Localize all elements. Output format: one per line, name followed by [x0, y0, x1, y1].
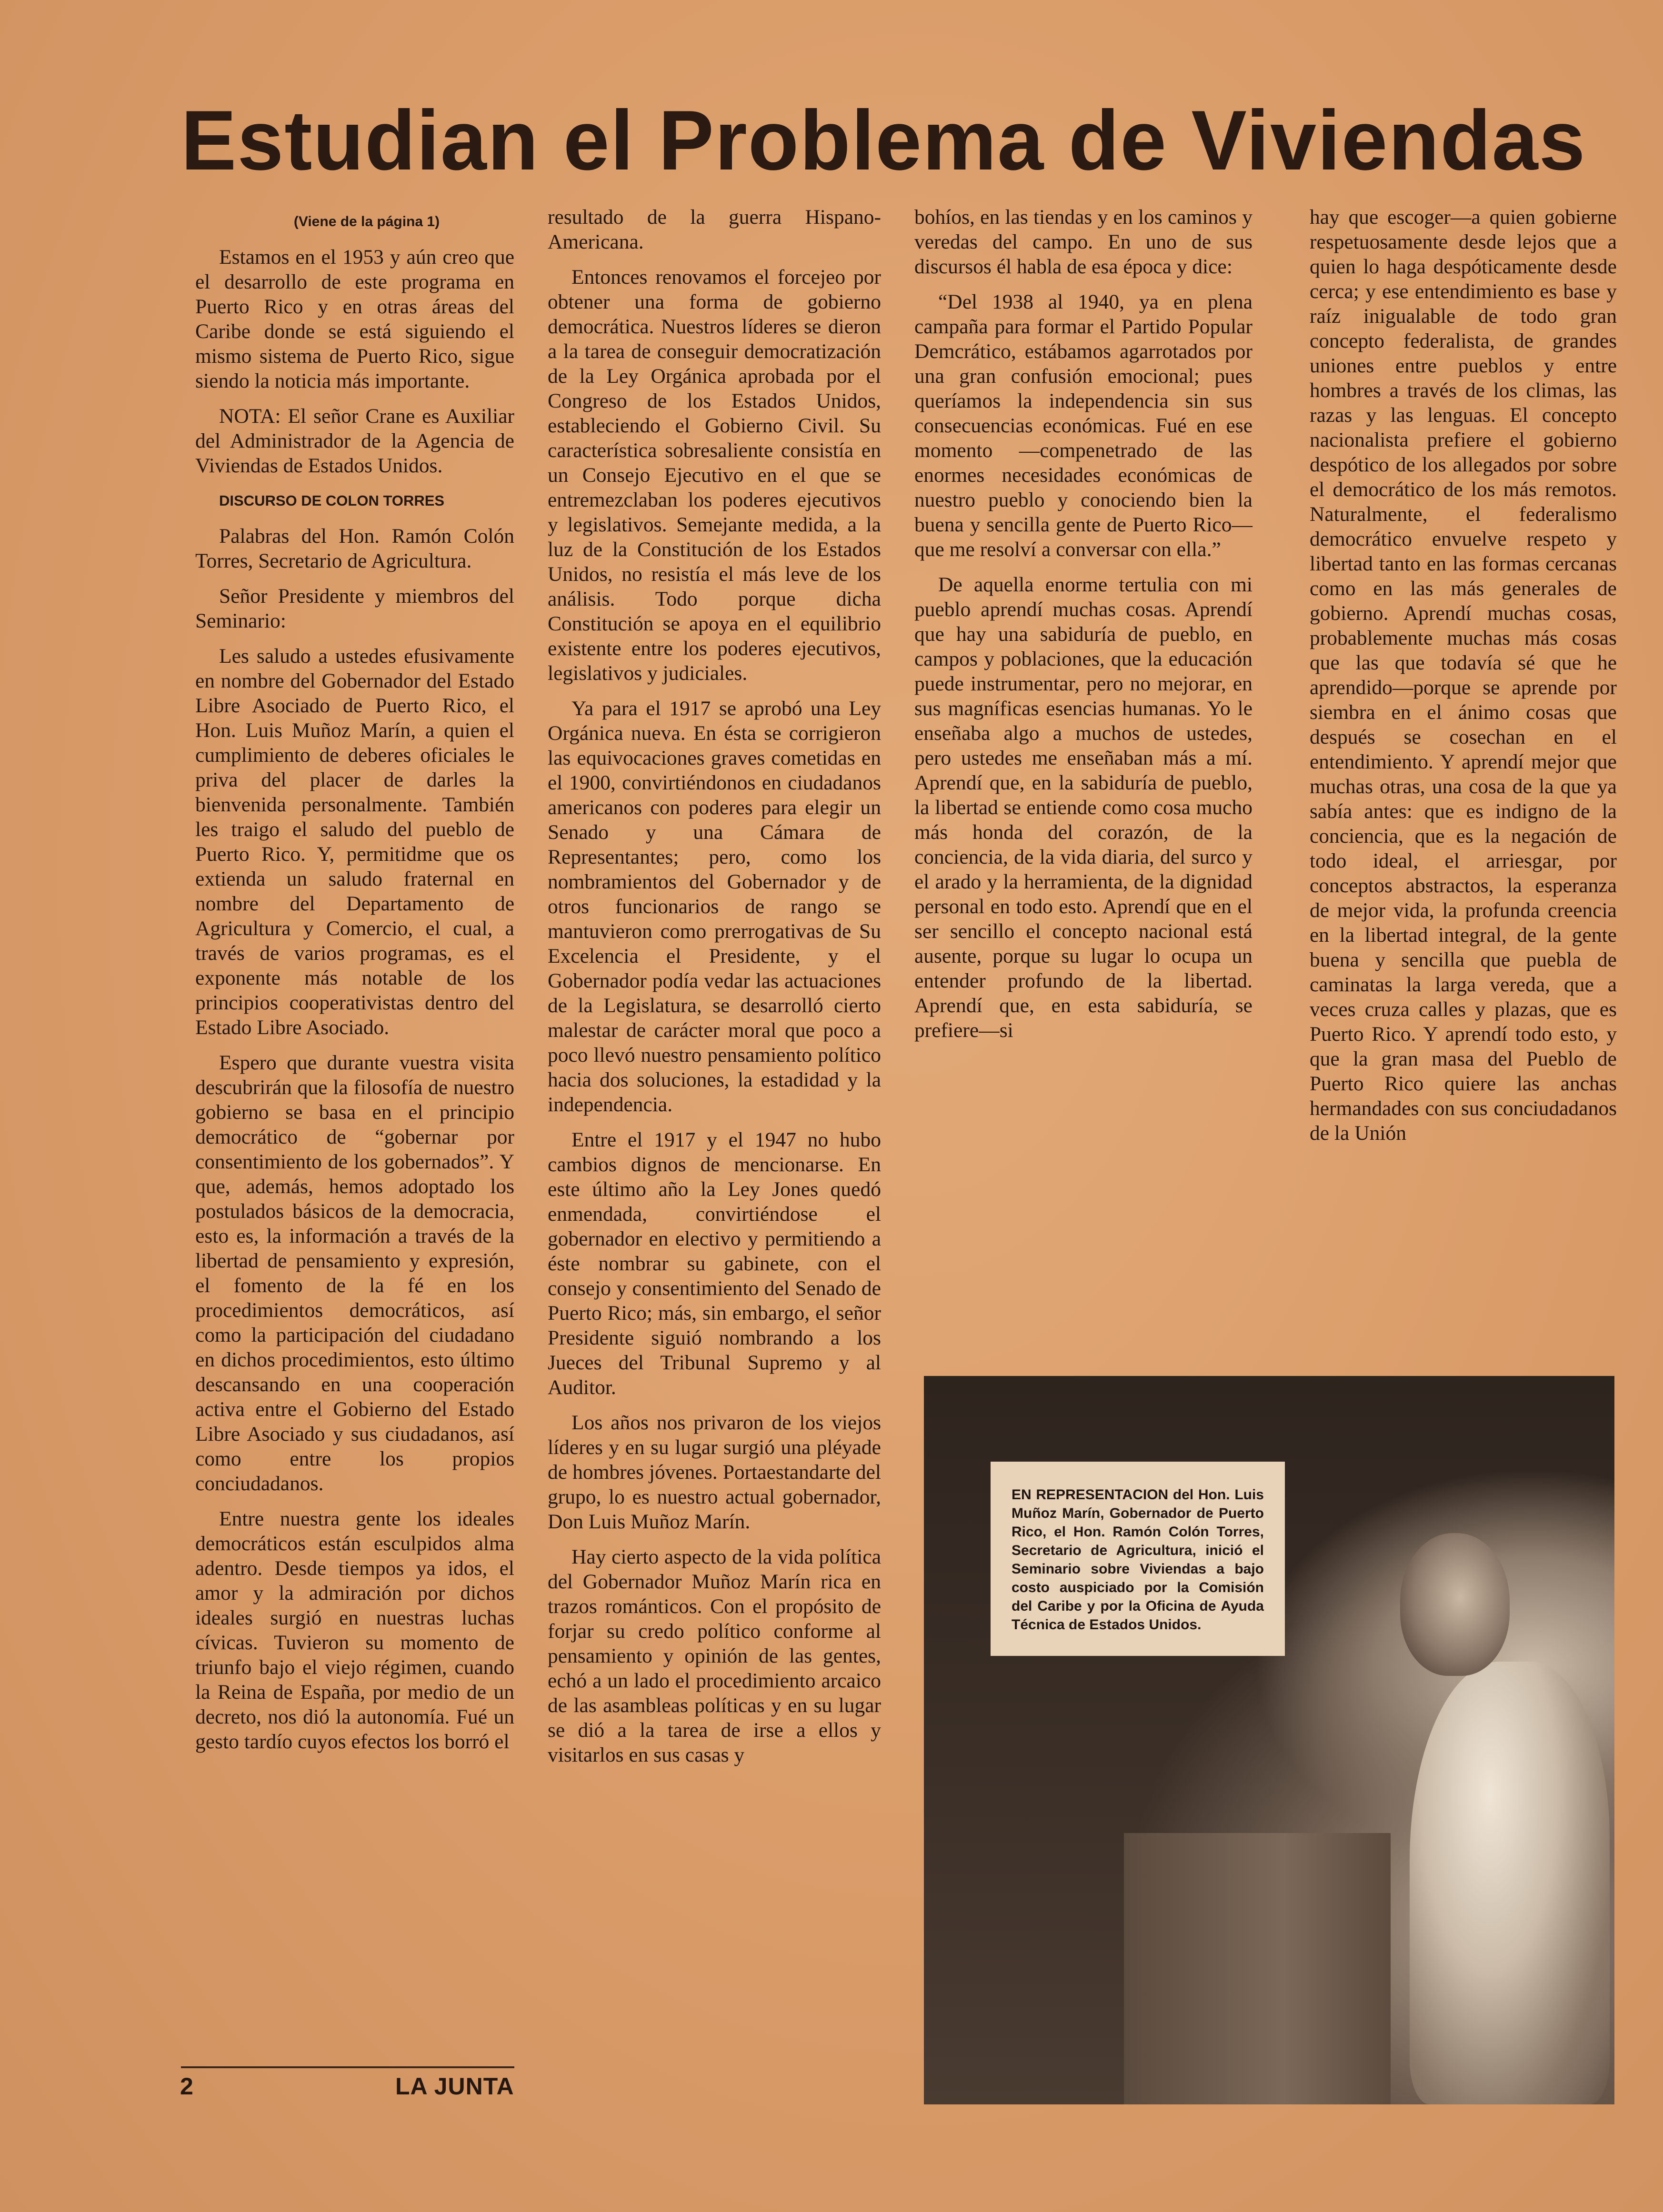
paragraph: Espero que durante vuestra visita descubrirán que la filosofía de nuestro gobierno se basa en el principio democrático de “gobernar por consentimiento de los gobernados”. Y que, además, hemos adoptado los postulados básicos de la democracia, esto es, la información a través de la libertad de pensamiento y expresión, el fomento de la fé en los procedimientos democráticos, así como la participación del ciudadano en dichos procedimientos, esto último descansando en una cooperación activa entre el Gobierno del Estado Libre Asociado y sus ciudadanos, así como entre los propios conciudadanos.: [195, 1051, 514, 1495]
paragraph: Hay cierto aspecto de la vida política del Gobernador Muñoz Marín rica en trazos románticos. Con el propósito de forjar su credo político conforme al pensamiento y opinión de las gentes, echó a un lado el procedimiento arcaico de las asambleas políticas y en su lugar se dió a la tarea de irse a ellos y visitarlos en sus casas y: [548, 1545, 881, 1766]
publication-name: LA JUNTA: [395, 2073, 514, 2100]
article-column-2: [548, 205, 881, 1778]
speaker-head: [1400, 1533, 1510, 1676]
paragraph: De aquella enorme tertulia con mi pueblo aprendí muchas cosas. Aprendí que hay una sabiduría de pueblo, en campos y poblaciones, que la educación puede instrumentar, pero no mejorar, en sus magníficas esencias humanas. Yo le enseñaba algo a muchos de ustedes, pero ustedes me enseñaban más a mí. Aprendí que, en la sabiduría de pueblo, la libertad se entiende como cosa mucho más honda del corazón, de la conciencia, de la vida diaria, del surco y el arado y la herramienta, de la dignidad personal en todo esto. Aprendí que en el ser sencillo el concepto nacional está ausente, porque su lugar lo ocupa un entender profundo de la libertad. Aprendí que, en esta sabiduría, se prefiere—si: [914, 573, 1252, 1042]
photo-caption: EN REPRESENTACION del Hon. Luis Muñoz Marín, Gobernador de Puerto Rico, el Hon. Ramón Colón Torres, Secretario de Agricultura, inició el Seminario sobre Viviendas a bajo costo auspiciado por la Comisión del Caribe y por la Oficina de Ayuda Técnica de Estados Unidos.: [991, 1462, 1285, 1656]
speaker-photo: [924, 1376, 1614, 2104]
paragraph: bohíos, en las tiendas y en los caminos y veredas del campo. En uno de sus discursos él habla de esa época y dice:: [914, 206, 1252, 278]
paragraph: Palabras del Hon. Ramón Colón Torres, Secretario de Agricultura.: [195, 525, 514, 572]
paragraph: Los años nos privaron de los viejos líderes y en su lugar surgió una pléyade de hombres jóvenes. Portaestandarte del grupo, lo es nuestro actual gobernador, Don Luis Muñoz Marín.: [548, 1411, 881, 1533]
article-column-3: [914, 205, 1252, 1053]
paragraph: hay que escoger—a quien gobierne respetuosamente desde lejos que a quien lo haga despóticamente desde cerca; y ese entendimiento es base y raíz inigualable de todo gran concepto federalista, de grandes uniones entre pueblos y entre hombres a través de los climas, las razas y las lenguas. El concepto nacionalista prefiere el gobierno despótico de los allegados por sobre el democrático de los más remotos. Naturalmente, el federalismo democrático envuelve respeto y libertad tanto en las formas cercanas como en las más generales de gobierno. Aprendí muchas cosas, probablemente muchas más cosas que las que todavía sé que he aprendido—porque se aprende por siembra en el ánimo cosas que después se cosechan en el entendimiento. Y aprendí mejor que muchas otras, una cosa de la que ya sabía antes: que es indigno de la conciencia, que es la negación de todo ideal, el arriesgar, por conceptos abstractos, la esperanza de mejor vida, la profunda creencia en la libertad integral, de la gente buena y sencilla que puebla de caminatas la larga vereda, que a veces cruza calles y plazas, que es Puerto Rico. Y aprendí todo esto, y que la gran masa del Pueblo de Puerto Rico quiere las anchas hermandades con sus conciudadanos de la Unión: [1310, 206, 1617, 1145]
paragraph: resultado de la guerra Hispano-Americana.: [548, 206, 881, 253]
quote-paragraph: “Del 1938 al 1940, ya en plena campaña para formar el Partido Popular Demcrático, estábamos agarrotados por una gran confusión emocional; pues queríamos la independencia sin sus consecuencias económicas. Fué en ese momento —compenetrado de las enormes necesidades económicas de nuestro pueblo y conociendo bien la buena y sencilla gente de Puerto Rico— que me resolví a conversar con ella.”: [914, 290, 1252, 561]
page-number: 2: [180, 2073, 193, 2100]
paragraph: Les saludo a ustedes efusivamente en nombre del Gobernador del Estado Libre Asociado de Puerto Rico, el Hon. Luis Muñoz Marín, a quien el cumplimiento de deberes oficiales le priva del placer de darles la bienvenida personalmente. También les traigo el saludo del pueblo de Puerto Rico. Y, permitidme que os extienda un saludo fraternal en nombre del Departamento de Agricultura y Comercio, el cual, a través de varios programas, es el exponente más notable de los principios cooperativistas dentro del Estado Libre Asociado.: [195, 645, 514, 1039]
paragraph: Ya para el 1917 se aprobó una Ley Orgánica nueva. En ésta se corrigieron las equivocaciones graves cometidas en el 1900, convirtiéndonos en ciudadanos americanos con poderes para elegir un Senado y una Cámara de Representantes; pero, como los nombramientos del Gobernador y de otros funcionarios de rango se mantuvieron como prerrogativas de Su Excelencia el Presidente, y el Gobernador podía vedar las actuaciones de la Legislatura, se desarrolló cierto malestar de carácter moral que poco a poco llevó nuestro pensamiento político hacia dos soluciones, la estadidad y la independencia.: [548, 697, 881, 1116]
article-column-4: [1310, 205, 1617, 1156]
paragraph: Entre el 1917 y el 1947 no hubo cambios dignos de mencionarse. En este último año la Ley Jones quedó enmendada, convirtiéndose el gobernador en electivo y permitiendo a éste nombrar su gabinete, con el consejo y consentimiento del Senado de Puerto Rico; más, sin embargo, el señor Presidente siguió nombrando a los Jueces del Tribunal Supremo y al Auditor.: [548, 1128, 881, 1399]
headline: Estudian el Problema de Viviendas: [181, 93, 1586, 188]
podium-shape: [1124, 1833, 1391, 2104]
paragraph: NOTA: El señor Crane es Auxiliar del Administrador de la Agencia de Viviendas de Estados Unidos.: [195, 405, 514, 477]
continued-from-note: (Viene de la página 1): [293, 214, 440, 229]
article-column-1: [195, 209, 514, 1764]
section-heading: DISCURSO DE COLON TORRES: [219, 492, 445, 509]
paragraph: Entonces renovamos el forcejeo por obtener una forma de gobierno democrática. Nuestros líderes se dieron a la tarea de conseguir democratización de la Ley Orgánica aprobada por el Congreso de los Estados Unidos, estableciendo el Gobierno Civil. Su característica sobresaliente consistía en un Consejo Ejecutivo en el que se entremezclaban los poderes ejecutivos y legislativos. Semejante medida, a la luz de la Constitución de los Estados Unidos, no resistía el más leve de los análisis. Todo porque dicha Constitución se apoya en el equilibrio existente entre los poderes ejecutivos, legislativos y judiciales.: [548, 266, 881, 685]
speaker-figure: [1410, 1662, 1610, 2104]
paragraph: Estamos en el 1953 y aún creo que el desarrollo de este programa en Puerto Rico y en otras áreas del Caribe donde se está siguiendo el mismo sistema de Puerto Rico, sigue siendo la noticia más importante.: [195, 246, 514, 392]
footer-rule: [181, 2066, 514, 2068]
paragraph: Señor Presidente y miembros del Seminario:: [195, 585, 514, 632]
paragraph: Entre nuestra gente los ideales democráticos están esculpidos alma adentro. Desde tiempos ya idos, el amor y la admiración por dichos ideales surgió en nuestras luchas cívicas. Tuvieron su momento de triunfo bajo el viejo régimen, cuando la Reina de España, por medio de un decreto, nos dió la autonomía. Fué un gesto tardío cuyos efectos los borró el: [195, 1507, 514, 1753]
